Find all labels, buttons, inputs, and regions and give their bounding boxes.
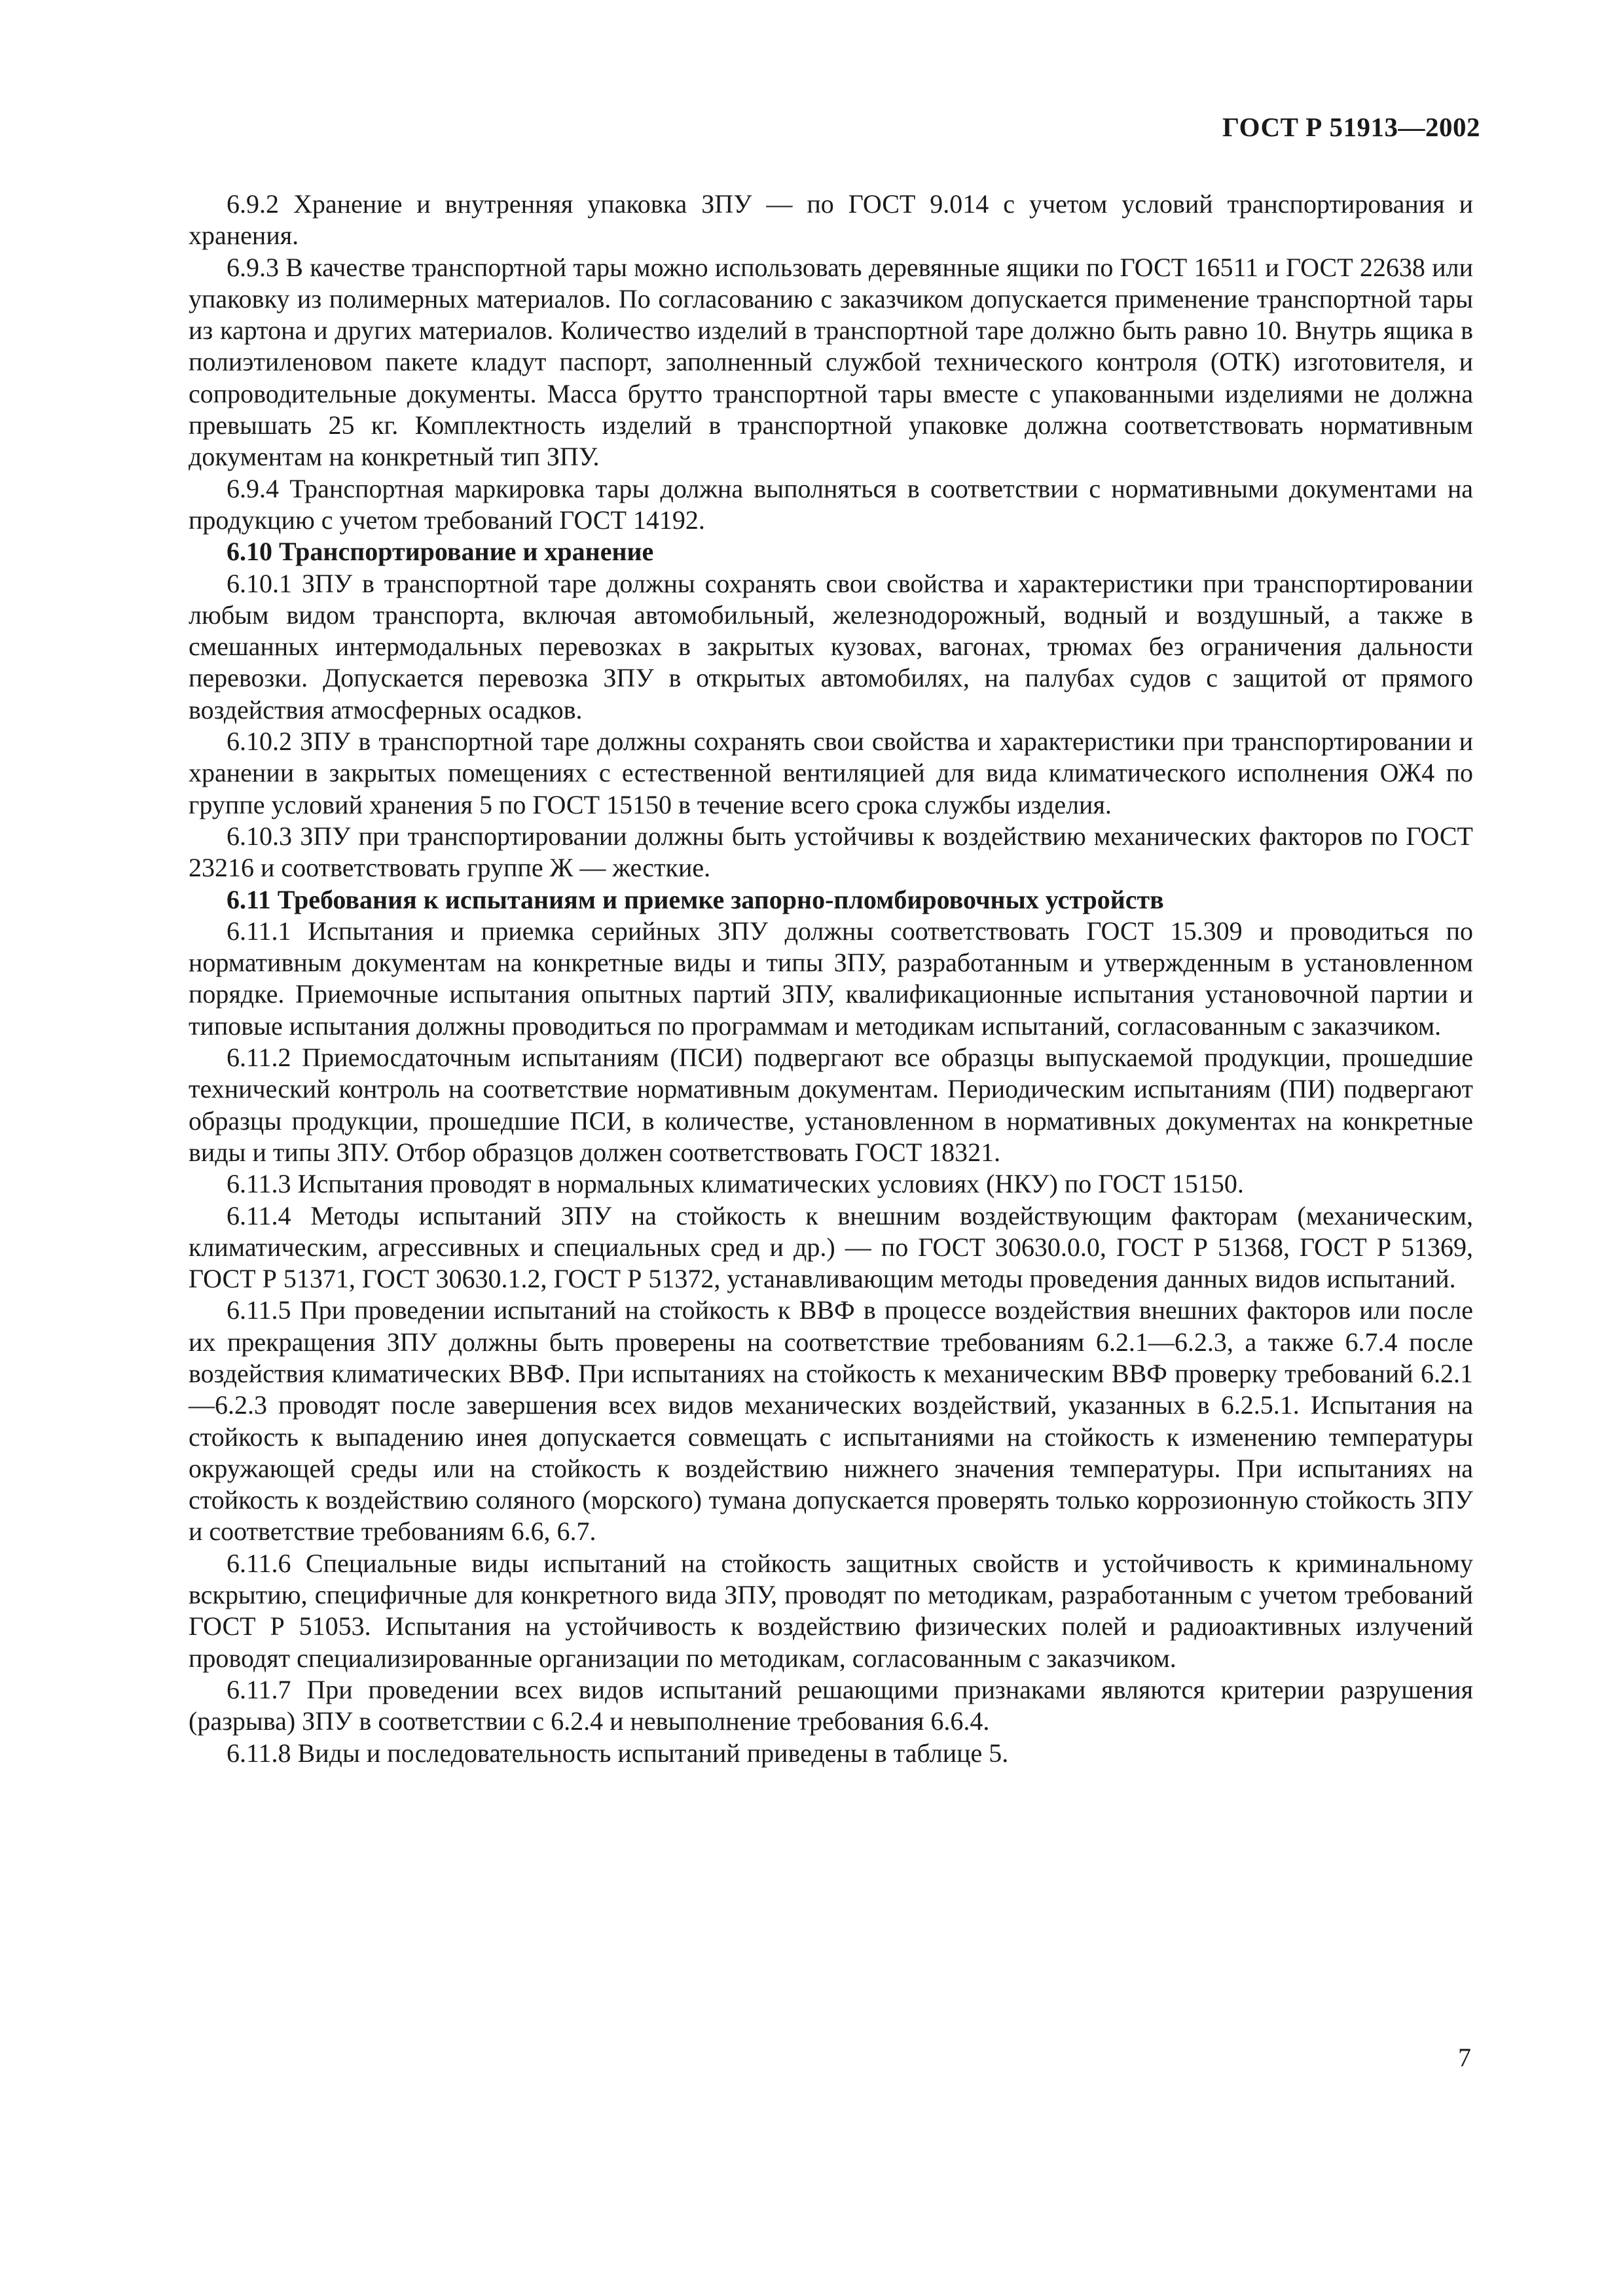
paragraph-6-10-2: 6.10.2 ЗПУ в транспортной таре должны сохранять свои свойства и характеристики при транспортировании и хранении в закрытых помещениях с естественной вентиляцией для вида климатического исполнения ОЖ4 по группе условий хранения 5 по ГОСТ 15150 в течение всего срока службы изделия. (189, 726, 1473, 819)
paragraph-6-11-8: 6.11.8 Виды и последовательность испытаний приведены в таблице 5. (227, 1738, 1009, 1768)
paragraph-6-11-7: 6.11.7 При проведении всех видов испытаний решающими признаками являются критерии разрушения (разрыва) ЗПУ в соответствии с 6.2.4 и невыполнение требования 6.6.4. (189, 1674, 1473, 1736)
paragraph-6-11-5: 6.11.5 При проведении испытаний на стойкость к ВВФ в процессе воздействия внешних факторов или после их прекращения ЗПУ должны быть проверены на соответствие требованиям 6.2.1—6.2.3, а также 6.7.4 после воздействия климатических ВВФ. При испытаниях на стойкость к механическим ВВФ проверку требований 6.2.1—6.2.3 проводят после завершения всех видов механических воздействий, указанных в 6.2.5.1. Испытания на стойкость к выпадению инея допускается совмещать с испытаниями на стойкость к изменению температуры окружающей среды или на стойкость к воздействию нижнего значения температуры. При испытаниях на стойкость к воздействию соляного (морского) тумана допускается проверять только коррозионную стойкость ЗПУ и соответствие требованиям 6.6, 6.7. (189, 1295, 1473, 1547)
paragraph-6-11-1: 6.11.1 Испытания и приемка серийных ЗПУ должны соответствовать ГОСТ 15.309 и проводиться по нормативным документам на конкретные виды и типы ЗПУ, разработанным и утвержденным в установленном порядке. Приемочные испытания опытных партий ЗПУ, квалификационные испытания установочной партии и типовые испытания должны проводиться по программам и методикам испытаний, согласованным с заказчиком. (189, 916, 1473, 1041)
paragraph-6-9-2: 6.9.2 Хранение и внутренняя упаковка ЗПУ — по ГОСТ 9.014 с учетом условий транспортирования и хранения. (189, 189, 1473, 251)
section-heading-6-10: 6.10 Транспортирование и хранение (227, 537, 654, 567)
page-number: 7 (1458, 2043, 1471, 2072)
paragraph-6-11-6: 6.11.6 Специальные виды испытаний на стойкость защитных свойств и устойчивость к криминальному вскрытию, специфичные для конкретного вида ЗПУ, проводят по методикам, разработанным с учетом требований ГОСТ Р 51053. Испытания на устойчивость к воздействию физических полей и радиоактивных излучений проводят специализированные организации по методикам, согласованным с заказчиком. (189, 1548, 1473, 1673)
document-body (189, 188, 1473, 1769)
paragraph-6-11-2: 6.11.2 Приемосдаточным испытаниям (ПСИ) подвергают все образцы выпускаемой продукции, прошедшие технический контроль на соответствие нормативным документам. Периодическим испытаниям (ПИ) подвергают образцы продукции, прошедшие ПСИ, в количестве, установленном в нормативных документах на конкретные виды и типы ЗПУ. Отбор образцов должен соответствовать ГОСТ 18321. (189, 1043, 1473, 1167)
document-code: ГОСТ Р 51913—2002 (1222, 112, 1480, 142)
paragraph-6-11-3: 6.11.3 Испытания проводят в нормальных климатических условиях (НКУ) по ГОСТ 15150. (227, 1169, 1244, 1199)
paragraph-6-10-3: 6.10.3 ЗПУ при транспортировании должны быть устойчивы к воздействию механических факторов по ГОСТ 23216 и соответствовать группе Ж — жесткие. (189, 821, 1473, 883)
paragraph-6-10-1: 6.10.1 ЗПУ в транспортной таре должны сохранять свои свойства и характеристики при транспортировании любым видом транспорта, включая автомобильный, железнодорожный, водный и воздушный, а также в смешанных интермодальных перевозках в закрытых кузовах, вагонах, трюмах без ограничения дальности перевозки. Допускается перевозка ЗПУ в открытых автомобилях, на палубах судов с защитой от прямого воздействия атмосферных осадков. (189, 568, 1473, 725)
paragraph-6-9-4: 6.9.4 Транспортная маркировка тары должна выполняться в соответствии с нормативными документами на продукцию с учетом требований ГОСТ 14192. (189, 473, 1473, 535)
paragraph-6-9-3: 6.9.3 В качестве транспортной тары можно использовать деревянные ящики по ГОСТ 16511 и ГОСТ 22638 или упаковку из полимерных материалов. По согласованию с заказчиком допускается применение транспортной тары из картона и других материалов. Количество изделий в транспортной таре должно быть равно 10. Внутрь ящика в полиэтиленовом пакете кладут паспорт, заполненный службой технического контроля (ОТК) изготовителя, и сопроводительные документы. Масса брутто транспортной тары вместе с упакованными изделиями не должна превышать 25 кг. Комплектность изделий в транспортной упаковке должна соответствовать нормативным документам на конкретный тип ЗПУ. (189, 252, 1473, 472)
section-heading-6-11: 6.11 Требования к испытаниям и приемке запорно-пломбировочных устройств (227, 884, 1164, 914)
paragraph-6-11-4: 6.11.4 Методы испытаний ЗПУ на стойкость к внешним воздействующим факторам (механическим, климатическим, агрессивных и специальных сред и др.) — по ГОСТ 30630.0.0, ГОСТ Р 51368, ГОСТ Р 51369, ГОСТ Р 51371, ГОСТ 30630.1.2, ГОСТ Р 51372, устанавливающим методы проведения данных видов испытаний. (189, 1200, 1473, 1294)
